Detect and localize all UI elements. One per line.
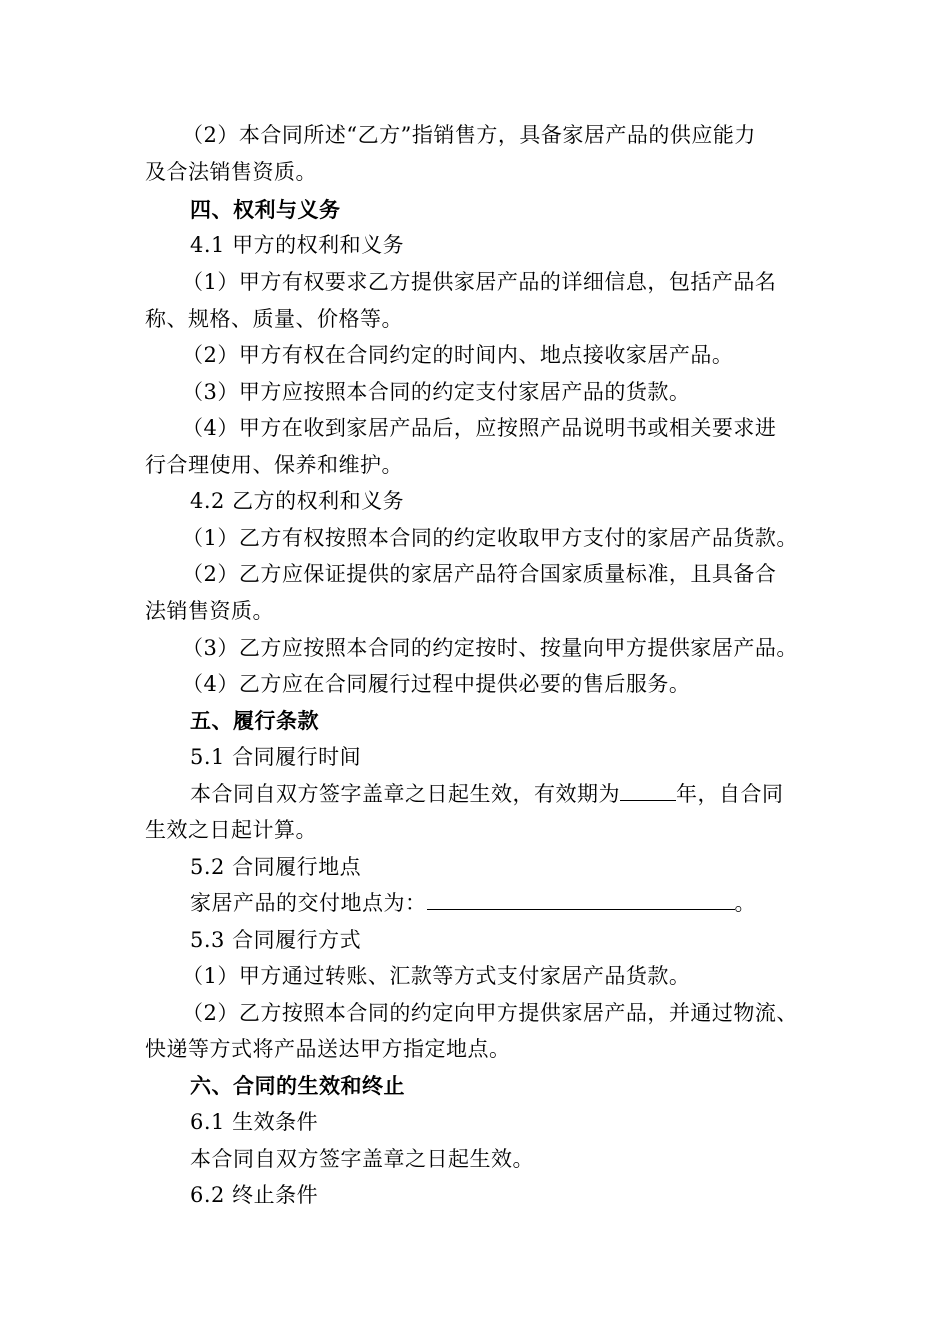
paragraph-line: 本合同自双方签字盖章之日起生效。 [190,1147,534,1171]
paragraph-line [190,889,756,917]
paragraph-line: （4）甲方在收到家居产品后，应按照产品说明书或相关要求进 [182,416,777,440]
paragraph-line: 及合法销售资质。 [145,160,317,184]
paragraph-line: （1）乙方有权按照本合同的约定收取甲方支付的家居产品货款。 [182,526,798,550]
paragraph-line: （1）甲方通过转账、汇款等方式支付家居产品货款。 [182,964,691,988]
paragraph-line: 法销售资质。 [145,599,274,623]
subsection-heading: 6.2 终止条件 [190,1183,319,1207]
section-heading: 五、履行条款 [190,708,319,733]
text-span: 家居产品的交付地点为： [190,891,427,915]
paragraph-line: （2）本合同所述“乙方”指销售方，具备家居产品的供应能力 [182,123,756,147]
paragraph-line: 生效之日起计算。 [145,818,317,842]
paragraph-line: 快递等方式将产品送达甲方指定地点。 [145,1037,511,1061]
paragraph-line: （4）乙方应在合同履行过程中提供必要的售后服务。 [182,672,691,696]
subsection-heading: 6.1 生效条件 [190,1110,319,1134]
text-span: 年，自合同 [676,782,784,806]
subsection-heading: 5.1 合同履行时间 [190,745,362,769]
section-heading: 四、权利与义务 [190,197,341,222]
subsection-heading: 4.1 甲方的权利和义务 [190,233,405,257]
subsection-heading: 4.2 乙方的权利和义务 [190,489,405,513]
paragraph-line: （2）乙方按照本合同的约定向甲方提供家居产品，并通过物流、 [182,1001,798,1025]
section-heading: 六、合同的生效和终止 [190,1073,405,1098]
paragraph-line: （2）乙方应保证提供的家居产品符合国家质量标准，且具备合 [182,562,777,586]
text-span: 本合同自双方签字盖章之日起生效，有效期为 [190,782,620,806]
paragraph-line [190,780,784,808]
paragraph-line: 行合理使用、保养和维护。 [145,453,403,477]
text-span: 。 [734,891,756,915]
fill-in-blank [620,780,676,801]
fill-in-blank [427,889,735,910]
paragraph-line: （2）甲方有权在合同约定的时间内、地点接收家居产品。 [182,343,734,367]
subsection-heading: 5.3 合同履行方式 [190,928,362,952]
paragraph-line: （3）乙方应按照本合同的约定按时、按量向甲方提供家居产品。 [182,636,798,660]
paragraph-line: （3）甲方应按照本合同的约定支付家居产品的货款。 [182,380,691,404]
subsection-heading: 5.2 合同履行地点 [190,855,362,879]
paragraph-line: 称、规格、质量、价格等。 [145,307,403,331]
paragraph-line: （1）甲方有权要求乙方提供家居产品的详细信息，包括产品名 [182,270,777,294]
